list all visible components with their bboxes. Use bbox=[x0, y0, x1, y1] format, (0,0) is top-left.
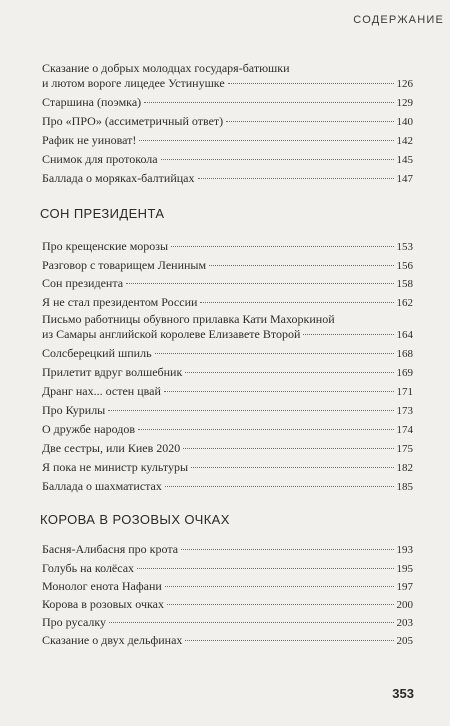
dot-leader bbox=[191, 466, 393, 468]
dot-leader bbox=[181, 548, 393, 550]
dot-leader bbox=[303, 333, 393, 335]
toc-entry[interactable] bbox=[42, 422, 413, 438]
toc-entry[interactable] bbox=[42, 460, 413, 476]
dot-leader bbox=[108, 409, 393, 411]
toc-page-number: 203 bbox=[396, 617, 413, 629]
toc-page-number: 147 bbox=[396, 173, 413, 185]
toc-entry-title: О дружбе народов bbox=[42, 422, 136, 436]
toc-entry-title: Голубь на колёсах bbox=[42, 561, 135, 575]
section-heading: СОН ПРЕЗИДЕНТА bbox=[40, 206, 165, 221]
toc-page-number: 145 bbox=[396, 154, 413, 166]
dot-leader bbox=[209, 264, 393, 266]
dot-leader bbox=[109, 621, 393, 623]
toc-entry-title: Корова в розовых очках bbox=[42, 597, 165, 611]
toc-entry-title: Монолог енота Нафани bbox=[42, 579, 162, 593]
toc-entry[interactable] bbox=[42, 479, 413, 495]
toc-page-number: 171 bbox=[396, 386, 413, 398]
toc-page-number: 175 bbox=[396, 443, 413, 455]
toc-entry-title: Про «ПРО» (ассиметричный ответ) bbox=[42, 114, 224, 128]
toc-page-number: 156 bbox=[396, 260, 413, 272]
toc-entry[interactable] bbox=[42, 597, 413, 613]
running-head: СОДЕРЖАНИЕ bbox=[353, 14, 444, 26]
toc-entry-title: Сон президента bbox=[42, 276, 124, 290]
dot-leader bbox=[165, 485, 394, 487]
toc-page-number: 193 bbox=[396, 544, 413, 556]
toc-page-number: 195 bbox=[396, 563, 413, 575]
toc-page-number: 185 bbox=[396, 481, 413, 493]
toc-page-number: 129 bbox=[396, 97, 413, 109]
toc-entry[interactable] bbox=[42, 258, 413, 274]
section-heading: КОРОВА В РОЗОВЫХ ОЧКАХ bbox=[40, 512, 230, 527]
toc-entry[interactable] bbox=[42, 95, 413, 111]
dot-leader bbox=[167, 603, 393, 605]
toc-page-number: 162 bbox=[396, 297, 413, 309]
dot-leader bbox=[155, 352, 394, 354]
toc-entry-title: Две сестры, или Киев 2020 bbox=[42, 441, 181, 455]
dot-leader bbox=[138, 428, 393, 430]
dot-leader bbox=[137, 567, 393, 569]
toc-entry[interactable] bbox=[42, 384, 413, 400]
dot-leader bbox=[185, 639, 393, 641]
toc-page-number: 205 bbox=[396, 635, 413, 647]
toc-page-number: 153 bbox=[396, 241, 413, 253]
toc-page-number: 142 bbox=[396, 135, 413, 147]
toc-page-number: 126 bbox=[396, 78, 413, 90]
toc-entry[interactable] bbox=[42, 561, 413, 577]
toc-entry-title: Прилетит вдруг волшебник bbox=[42, 365, 183, 379]
toc-entry[interactable] bbox=[42, 133, 413, 149]
toc-page-number: 168 bbox=[396, 348, 413, 360]
dot-leader bbox=[226, 120, 393, 122]
toc-entry-title: Солсберецкий шпиль bbox=[42, 346, 152, 360]
toc-page-number: 169 bbox=[396, 367, 413, 379]
dot-leader bbox=[144, 101, 393, 103]
page-number: 353 bbox=[392, 686, 414, 701]
dot-leader bbox=[171, 245, 393, 247]
toc-entry-title: Сказание о двух дельфинах bbox=[42, 633, 183, 647]
toc-entry-title-line: Сказание о добрых молодцах государя-батюшки bbox=[42, 61, 290, 75]
dot-leader bbox=[126, 282, 393, 284]
toc-entry-title: Разговор с товарищем Лениным bbox=[42, 258, 207, 272]
toc-entry-title: Я пока не министр культуры bbox=[42, 460, 189, 474]
dot-leader bbox=[161, 158, 394, 160]
toc-entry-title: Баллада о шахматистах bbox=[42, 479, 162, 493]
toc-entry-title: Баллада о моряках-балтийцах bbox=[42, 171, 195, 185]
toc-page-number: 158 bbox=[396, 278, 413, 290]
toc-page-number: 197 bbox=[396, 581, 413, 593]
toc-page-number: 173 bbox=[396, 405, 413, 417]
dot-leader bbox=[198, 177, 394, 179]
toc-page-number: 182 bbox=[396, 462, 413, 474]
toc-entry[interactable] bbox=[42, 633, 413, 649]
toc-entry[interactable] bbox=[42, 152, 413, 168]
dot-leader bbox=[183, 447, 393, 449]
dot-leader bbox=[228, 82, 394, 84]
toc-entry-title: Старшина (поэмка) bbox=[42, 95, 142, 109]
toc-entry[interactable] bbox=[42, 276, 413, 292]
toc-entry[interactable] bbox=[42, 542, 413, 558]
dot-leader bbox=[200, 301, 393, 303]
toc-entry-title: Дранг нах... остен цвай bbox=[42, 384, 161, 398]
dot-leader bbox=[185, 371, 393, 373]
toc-entry-title: Рафик не уиноват! bbox=[42, 133, 137, 147]
toc-entry[interactable] bbox=[42, 403, 413, 419]
toc-entry[interactable] bbox=[42, 76, 413, 92]
toc-page-number: 140 bbox=[396, 116, 413, 128]
toc-entry-title: из Самары английской королеве Елизавете Второй bbox=[42, 327, 301, 341]
toc-entry-title: и лютом вороге лицедее Устинушке bbox=[42, 76, 225, 90]
toc-entry[interactable] bbox=[42, 327, 413, 343]
toc-entry[interactable] bbox=[42, 579, 413, 595]
toc-page-number: 174 bbox=[396, 424, 413, 436]
toc-entry[interactable] bbox=[42, 239, 413, 255]
toc-entry-title: Про крещенские морозы bbox=[42, 239, 169, 253]
toc-entry-title: Снимок для протокола bbox=[42, 152, 158, 166]
dot-leader bbox=[165, 585, 394, 587]
toc-entry-title: Я не стал президентом России bbox=[42, 295, 198, 309]
toc-entry[interactable] bbox=[42, 365, 413, 381]
toc-entry[interactable] bbox=[42, 441, 413, 457]
toc-page-number: 164 bbox=[396, 329, 413, 341]
toc-entry[interactable] bbox=[42, 295, 413, 311]
dot-leader bbox=[164, 390, 394, 392]
toc-entry-title: Про Курилы bbox=[42, 403, 106, 417]
toc-entry[interactable] bbox=[42, 346, 413, 362]
toc-entry[interactable] bbox=[42, 615, 413, 631]
toc-entry[interactable] bbox=[42, 171, 413, 187]
toc-entry-title: Про русалку bbox=[42, 615, 107, 629]
toc-entry-title-line: Письмо работницы обувного прилавка Кати Махоркиной bbox=[42, 312, 335, 326]
toc-page-number: 200 bbox=[396, 599, 413, 611]
dot-leader bbox=[139, 139, 393, 141]
toc-entry-title: Басня-Алибасня про крота bbox=[42, 542, 179, 556]
toc-entry[interactable] bbox=[42, 114, 413, 130]
